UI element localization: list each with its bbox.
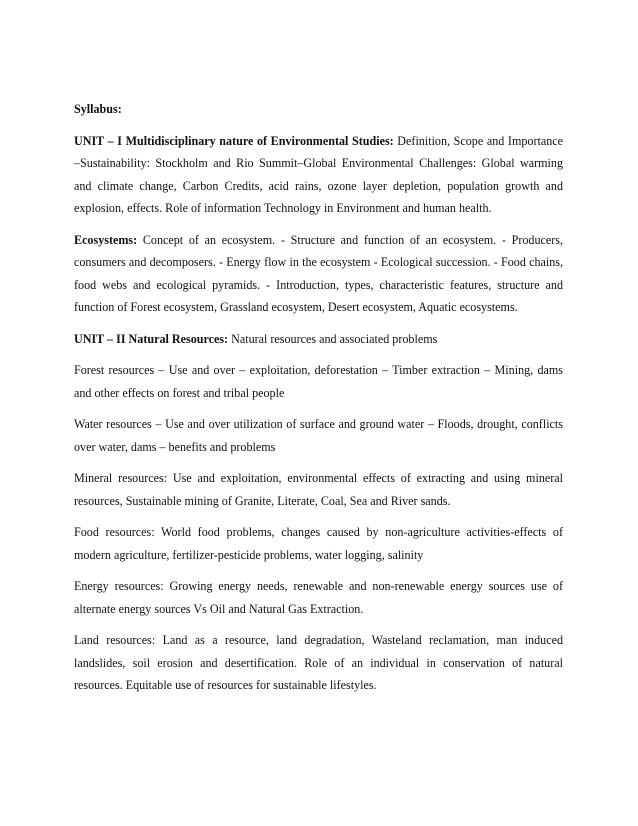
paragraph-forest-resources	[74, 359, 563, 404]
paragraph-body: Definition, Scope and Importance –Sustainability: Stockholm and Rio Summit–Global Environmental Challenges: Global warming and climate change, Carbon Credits, acid rains, ozone layer depletion, population growth and explosion, effects. Role of information Technology in Environment and human health.	[74, 133, 563, 215]
paragraph-mineral-resources	[74, 467, 563, 512]
paragraph-unit-1	[74, 130, 563, 220]
paragraph-body: Concept of an ecosystem. - Structure and function of an ecosystem. - Producers, consumers and decomposers. - Energy flow in the ecosystem - Ecological succession. - Food chains, food webs and ecological pyramids. - Introduction, types, characteristic features, structure and function of Forest ecosystem, Grassland ecosystem, Desert ecosystem, Aquatic ecosystems.	[74, 232, 563, 314]
paragraph-body: Land resources: Land as a resource, land degradation, Wasteland reclamation, man induced landslides, soil erosion and desertification. Role of an individual in conservation of natural resources. Equitable use of resources for sustainable lifestyles.	[74, 633, 563, 692]
paragraph-bold-lead: UNIT – II Natural Resources:	[74, 331, 229, 346]
paragraph-land-resources	[74, 629, 563, 697]
paragraph-water-resources	[74, 413, 563, 458]
paragraph-body: Mineral resources: Use and exploitation, environmental effects of extracting and using mineral resources, Sustainable mining of Granite, Literate, Coal, Sea and River sands.	[74, 471, 563, 508]
paragraph-unit-2	[74, 328, 563, 351]
paragraph-bold-lead: Ecosystems:	[74, 232, 138, 247]
paragraph-ecosystems	[74, 229, 563, 319]
paragraph-body: Natural resources and associated problems	[228, 331, 438, 346]
paragraph-body: Forest resources – Use and over – exploitation, deforestation – Timber extraction – Mining, dams and other effects on forest and tribal people	[74, 363, 563, 400]
paragraph-body: Food resources: World food problems, changes caused by non-agriculture activities-effects of modern agriculture, fertilizer-pesticide problems, water logging, salinity	[74, 525, 563, 562]
syllabus-heading: Syllabus:	[74, 102, 122, 116]
document-page	[74, 98, 563, 706]
paragraph-energy-resources	[74, 575, 563, 620]
paragraph-bold-lead: UNIT – I Multidisciplinary nature of Environmental Studies:	[74, 133, 394, 148]
paragraph-food-resources	[74, 521, 563, 566]
paragraph-body: Water resources – Use and over utilization of surface and ground water – Floods, drought, conflicts over water, dams – benefits and problems	[74, 417, 563, 454]
paragraph-body: Energy resources: Growing energy needs, renewable and non-renewable energy sources use of alternate energy sources Vs Oil and Natural Gas Extraction.	[74, 579, 563, 616]
